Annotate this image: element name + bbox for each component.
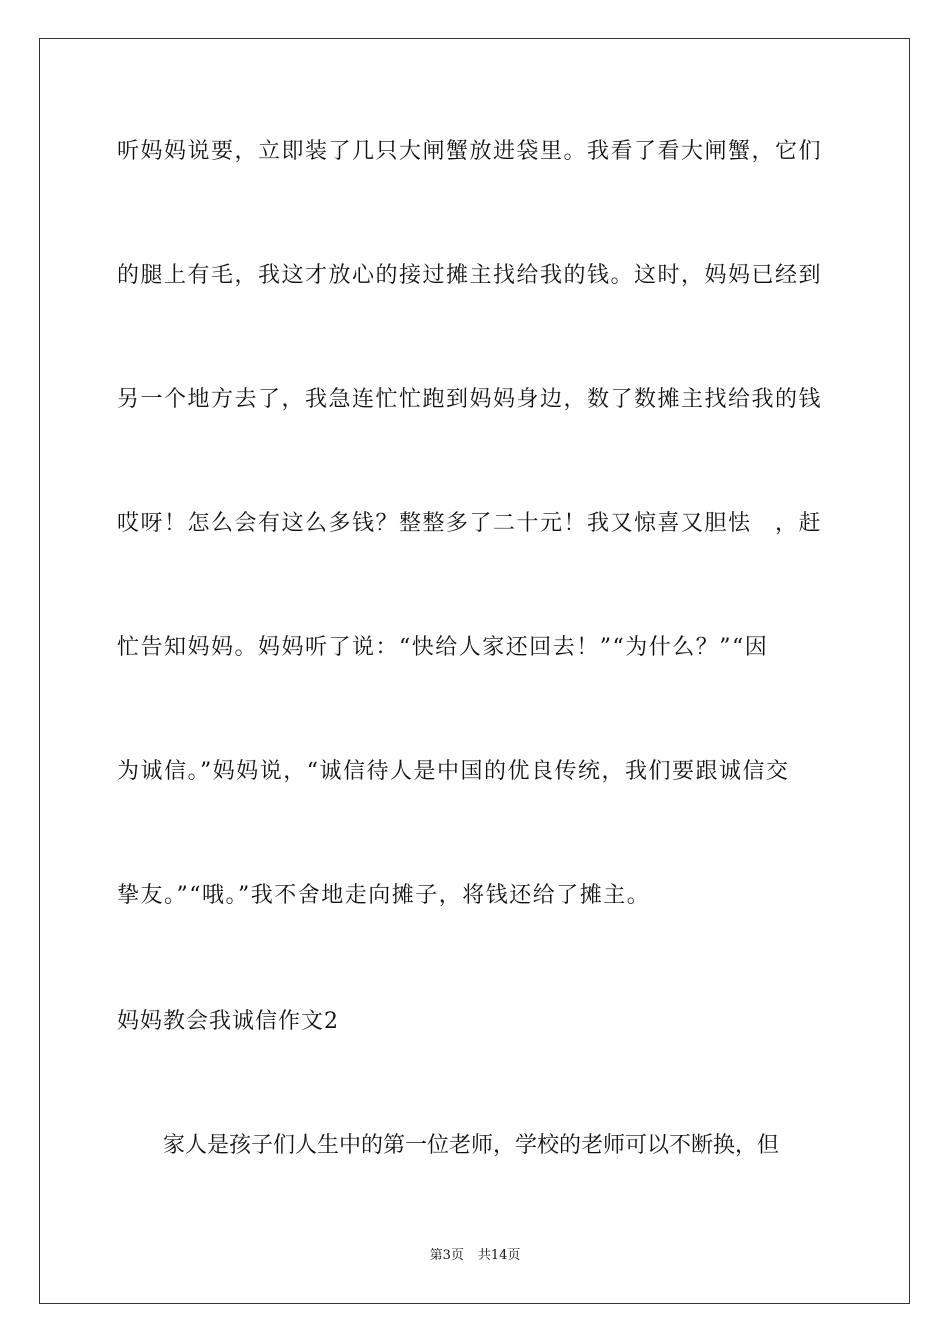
paragraph-line-2: 的腿上有毛，我这才放心的接过摊主找给我的钱。这时，妈妈已经到 [117,263,823,288]
page-footer [0,1246,950,1266]
paragraph-line-3: 另一个地方去了，我急连忙忙跑到妈妈身边，数了数摊主找给我的钱 [117,387,823,412]
section-heading: 妈妈教会我诚信作文2 [117,1009,339,1034]
page-total: 共14页 [477,1248,521,1263]
next-paragraph-line-1: 家人是孩子们人生中的第一位老师，学校的老师可以不断换，但 [163,1133,780,1158]
page-number: 第3页 [429,1248,464,1263]
paragraph-line-1: 听妈妈说要，立即装了几只大闸蟹放进袋里。我看了看大闸蟹，它们 [117,139,823,164]
paragraph-line-5: 忙告知妈妈。妈妈听了说：“快给人家还回去！”“为什么？”“因 [117,635,769,660]
page-frame [39,38,910,1304]
paragraph-line-6: 为诚信。”妈妈说，“诚信待人是中国的优良传统，我们要跟诚信交 [117,759,790,784]
paragraph-line-7: 挚友。”“哦。”我不舍地走向摊子，将钱还给了摊主。 [117,883,651,908]
paragraph-line-4: 哎呀！怎么会有这么多钱？整整多了二十元！我又惊喜又胆怯 ，赶 [117,511,823,536]
